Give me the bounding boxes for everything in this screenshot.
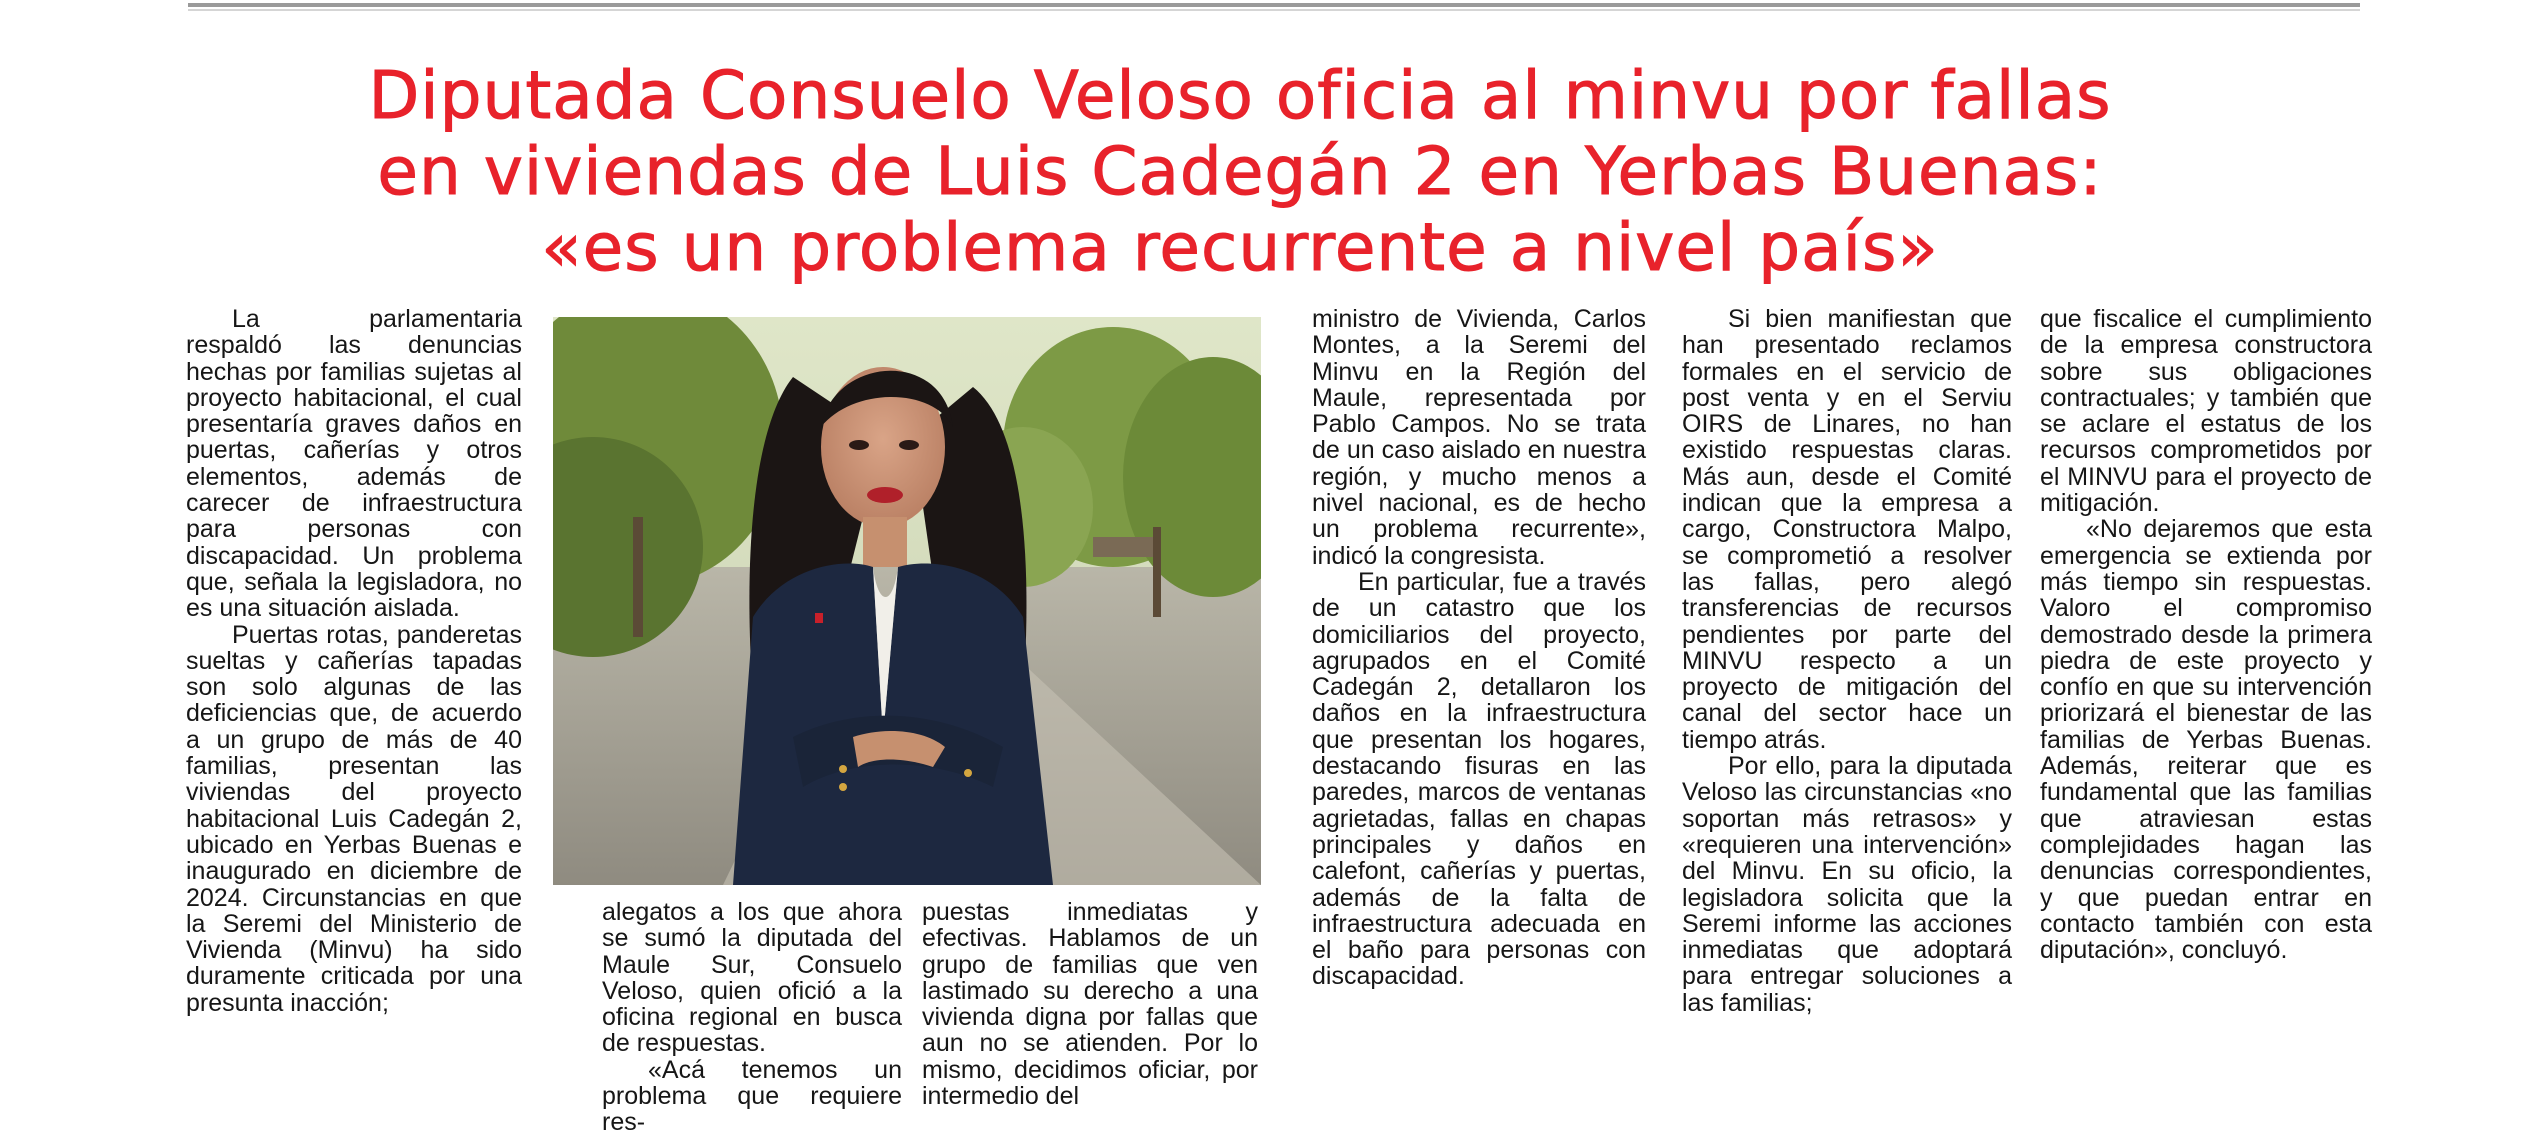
paragraph: alegatos a los que ahora se sumó la diputada del Maule Sur, Consuelo Veloso, quien ofició a la oficina regional en busca de respuestas. xyxy=(602,898,902,1058)
paragraph: Por ello, para la diputada Veloso las circunstancias «no soportan más retrasos» y «requieren una intervención» del Minvu. En su oficio, la legisladora solicita que la Seremi informe las acciones inmediatas que adoptará para entregar soluciones a las familias; xyxy=(1682,752,2012,1017)
article-column-4 xyxy=(1312,306,1646,990)
paragraph: «No dejaremos que esta emergencia se extienda por más tiempo sin respuestas. Valoro el compromiso demostrado desde la primera piedra de este proyecto y confío en que su intervención priorizará el bienestar de las familias de Yerbas Buenas. Además, reiterar que es fundamental que las familias que atraviesan estas complejidades hagan las denuncias correspondientes, y que puedan entrar en contacto también con esta diputación», concluyó. xyxy=(2040,515,2372,965)
article-column-5 xyxy=(1682,306,2012,1016)
paragraph: ministro de Vivienda, Carlos Montes, a la Seremi del Minvu en la Región del Maule, representada por Pablo Campos. No se trata de un caso aislado en nuestra región, y mucho menos a nivel nacional, es de hecho un problema recurrente», indicó la congresista. xyxy=(1312,305,1646,570)
paragraph: En particular, fue a través de un catastro que los domiciliarios del proyecto, agrupados en el Comité Cadegán 2, detallaron los daños en la infraestructura que presentan los hogares, destacando fisuras en las paredes, marcos de ventanas agrietadas, fallas en chapas principales y daños en calefont, cañerías y puertas, además de la falta de infraestructura adecuada en el baño para personas con discapacidad. xyxy=(1312,567,1646,991)
headline-line-1: Diputada Consuelo Veloso oficia al minvu por fallas xyxy=(368,57,2112,134)
paragraph: Puertas rotas, panderetas sueltas y cañerías tapadas son solo algunas de las deficiencias que, de acuerdo a un grupo de más de 40 familias, presentan las viviendas del proyecto habitacional Luis Cadegán 2, ubicado en Yerbas Buenas e inaugurado en diciembre de 2024. Circunstancias en que la Seremi del Ministerio de Vivienda (Minvu) ha sido duramente criticada por una presunta inacción; xyxy=(186,620,522,1017)
headline-line-3: «es un problema recurrente a nivel país» xyxy=(541,209,1939,286)
top-rule-thin xyxy=(188,9,2360,11)
paragraph: Si bien manifiestan que han presentado reclamos formales en el servicio de post venta y en el Serviu OIRS de Linares, no han existido respuestas claras. Más aun, desde el Comité indican que la empresa a cargo, Constructora Malpo, se comprometió a resolver las fallas, pero alegó transferencias de recursos pendientes por parte del MINVU respecto a un proyecto de mitigación del canal del sector hace un tiempo atrás. xyxy=(1682,305,2012,754)
portrait-photo-illustration xyxy=(553,317,1261,885)
article-column-3 xyxy=(922,899,1258,1109)
paragraph: puestas inmediatas y efectivas. Hablamos de un grupo de familias que ven lastimado su derecho a una vivienda digna por fallas que aun no se atienden. Por lo mismo, decidimos oficiar, por intermedio del xyxy=(922,898,1258,1111)
article-column-6 xyxy=(2040,306,2372,963)
paragraph: La parlamentaria respaldó las denuncias hechas por familias sujetas al proyecto habitacional, el cual presentaría graves daños en puertas, cañerías y otros elementos, además de carecer de infraestructura para personas con discapacidad. Un problema que, señala la legisladora, no es una situación aislada. xyxy=(186,305,522,623)
paragraph: «Acá tenemos un problema que requiere res- xyxy=(602,1055,902,1137)
article-column-2 xyxy=(602,899,902,1136)
headline-line-2: en viviendas de Luis Cadegán 2 en Yerbas Buenas: xyxy=(377,133,2103,210)
article-headline xyxy=(40,58,2440,286)
paragraph: que fiscalice el cumplimiento de la empresa constructora sobre sus obligaciones contractuales; y también que se aclare el estatus de los recursos comprometidos por el MINVU para el proyecto de mitigación. xyxy=(2040,305,2372,518)
top-rule xyxy=(188,3,2360,7)
article-photo xyxy=(553,317,1261,885)
article-column-1 xyxy=(186,306,522,1016)
